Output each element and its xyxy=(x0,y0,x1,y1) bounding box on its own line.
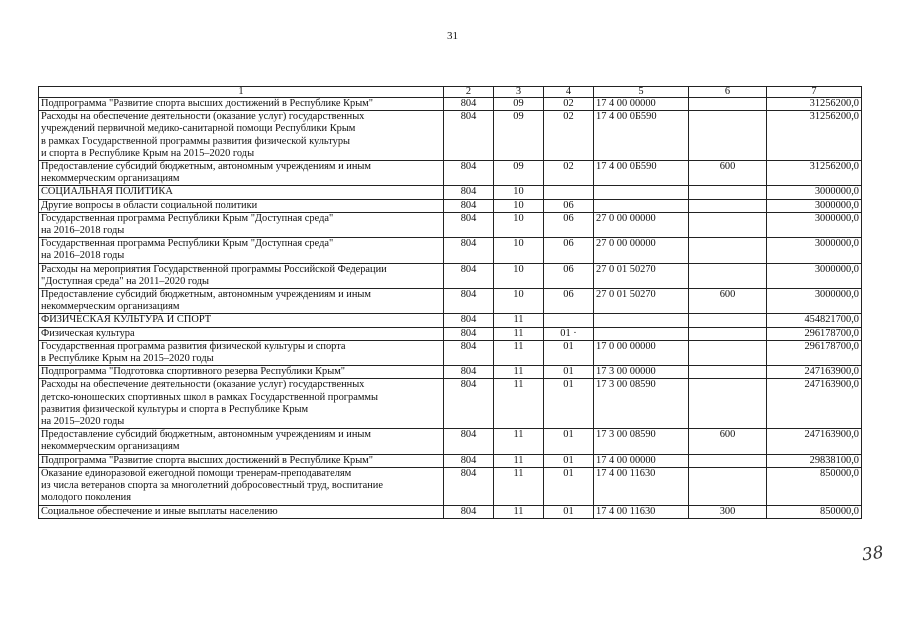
subsection-code-cell: 01 xyxy=(544,429,594,454)
expense-type-cell xyxy=(689,199,767,212)
subsection-code-cell: 01 xyxy=(544,505,594,518)
header-col-1: 1 xyxy=(39,87,444,98)
table-row xyxy=(39,199,862,212)
target-article-cell: 27 0 00 00000 xyxy=(594,238,689,263)
target-article-cell: 27 0 00 00000 xyxy=(594,212,689,237)
amount-cell: 3000000,0 xyxy=(767,199,862,212)
amount-cell: 3000000,0 xyxy=(767,238,862,263)
row-name-cell: Социальное обеспечение и иные выплаты населению xyxy=(39,505,444,518)
subsection-code-cell: 01 xyxy=(544,454,594,467)
section-code-cell: 11 xyxy=(494,366,544,379)
target-article-cell: 27 0 01 50270 xyxy=(594,263,689,288)
subsection-code-cell: 01 xyxy=(544,366,594,379)
table-row xyxy=(39,429,862,454)
handwritten-margin-note: 38 xyxy=(860,542,885,566)
row-name-cell: Государственная программа Республики Крым "Доступная среда" на 2016–2018 годы xyxy=(39,238,444,263)
expense-type-cell xyxy=(689,340,767,365)
row-name-cell: Подпрограмма "Развитие спорта высших достижений в Республике Крым" xyxy=(39,454,444,467)
target-article-cell: 17 4 00 0Б590 xyxy=(594,111,689,161)
amount-cell: 31256200,0 xyxy=(767,111,862,161)
target-article-cell: 17 3 00 00000 xyxy=(594,366,689,379)
header-col-3: 3 xyxy=(494,87,544,98)
ministry-code-cell: 804 xyxy=(444,340,494,365)
table-body xyxy=(39,98,862,519)
table-row xyxy=(39,327,862,340)
table-header xyxy=(39,87,862,98)
row-name-cell: Подпрограмма "Развитие спорта высших достижений в Республике Крым" xyxy=(39,98,444,111)
target-article-cell: 17 4 00 00000 xyxy=(594,98,689,111)
table-row xyxy=(39,366,862,379)
subsection-code-cell: 02 xyxy=(544,161,594,186)
target-article-cell: 17 4 00 11630 xyxy=(594,505,689,518)
amount-cell: 31256200,0 xyxy=(767,161,862,186)
ministry-code-cell: 804 xyxy=(444,314,494,327)
ministry-code-cell: 804 xyxy=(444,161,494,186)
row-name-cell: Государственная программа Республики Крым "Доступная среда" на 2016–2018 годы xyxy=(39,212,444,237)
subsection-code-cell xyxy=(544,314,594,327)
section-code-cell: 11 xyxy=(494,327,544,340)
ministry-code-cell: 804 xyxy=(444,238,494,263)
table-row xyxy=(39,467,862,505)
header-col-2: 2 xyxy=(444,87,494,98)
row-name-cell: Предоставление субсидий бюджетным, автономным учреждениям и иным некоммерческим организациям xyxy=(39,289,444,314)
table-row xyxy=(39,289,862,314)
subsection-code-cell: 01 xyxy=(544,340,594,365)
table-row xyxy=(39,263,862,288)
expense-type-cell xyxy=(689,366,767,379)
expense-type-cell xyxy=(689,186,767,199)
row-name-cell: Расходы на мероприятия Государственной программы Российской Федерации "Доступная среда" на 2011–2020 годы xyxy=(39,263,444,288)
expense-type-cell xyxy=(689,212,767,237)
section-code-cell: 10 xyxy=(494,263,544,288)
expense-type-cell: 600 xyxy=(689,161,767,186)
target-article-cell xyxy=(594,327,689,340)
target-article-cell: 17 3 00 08590 xyxy=(594,379,689,429)
table-row xyxy=(39,186,862,199)
section-code-cell: 10 xyxy=(494,199,544,212)
table-row xyxy=(39,340,862,365)
ministry-code-cell: 804 xyxy=(444,454,494,467)
subsection-code-cell: 06 xyxy=(544,238,594,263)
expense-type-cell xyxy=(689,111,767,161)
section-code-cell: 09 xyxy=(494,98,544,111)
table-row xyxy=(39,505,862,518)
section-code-cell: 11 xyxy=(494,314,544,327)
amount-cell: 296178700,0 xyxy=(767,327,862,340)
amount-cell: 3000000,0 xyxy=(767,212,862,237)
ministry-code-cell: 804 xyxy=(444,366,494,379)
ministry-code-cell: 804 xyxy=(444,505,494,518)
subsection-code-cell: 01 · xyxy=(544,327,594,340)
subsection-code-cell: 06 xyxy=(544,263,594,288)
budget-table xyxy=(38,86,862,519)
target-article-cell: 17 3 00 08590 xyxy=(594,429,689,454)
ministry-code-cell: 804 xyxy=(444,111,494,161)
amount-cell: 29838100,0 xyxy=(767,454,862,467)
amount-cell: 850000,0 xyxy=(767,505,862,518)
subsection-code-cell: 02 xyxy=(544,111,594,161)
row-name-cell: СОЦИАЛЬНАЯ ПОЛИТИКА xyxy=(39,186,444,199)
expense-type-cell xyxy=(689,263,767,288)
section-code-cell: 09 xyxy=(494,111,544,161)
table-row xyxy=(39,314,862,327)
ministry-code-cell: 804 xyxy=(444,98,494,111)
expense-type-cell xyxy=(689,98,767,111)
header-row xyxy=(39,87,862,98)
row-name-cell: Расходы на обеспечение деятельности (оказание услуг) государственных детско-юношеских спортивных школ в рамках Государственной программы развития физической культуры и спорта в Республике Крым на 2015–2020 годы xyxy=(39,379,444,429)
table-row xyxy=(39,238,862,263)
expense-type-cell xyxy=(689,238,767,263)
target-article-cell xyxy=(594,186,689,199)
expense-type-cell: 600 xyxy=(689,289,767,314)
section-code-cell: 09 xyxy=(494,161,544,186)
amount-cell: 31256200,0 xyxy=(767,98,862,111)
table-row xyxy=(39,111,862,161)
ministry-code-cell: 804 xyxy=(444,379,494,429)
expense-type-cell xyxy=(689,467,767,505)
section-code-cell: 11 xyxy=(494,505,544,518)
expense-type-cell: 300 xyxy=(689,505,767,518)
row-name-cell: Другие вопросы в области социальной политики xyxy=(39,199,444,212)
section-code-cell: 10 xyxy=(494,186,544,199)
section-code-cell: 10 xyxy=(494,238,544,263)
amount-cell: 247163900,0 xyxy=(767,429,862,454)
ministry-code-cell: 804 xyxy=(444,212,494,237)
subsection-code-cell: 01 xyxy=(544,467,594,505)
ministry-code-cell: 804 xyxy=(444,429,494,454)
table-row xyxy=(39,161,862,186)
ministry-code-cell: 804 xyxy=(444,263,494,288)
ministry-code-cell: 804 xyxy=(444,186,494,199)
amount-cell: 454821700,0 xyxy=(767,314,862,327)
subsection-code-cell: 02 xyxy=(544,98,594,111)
target-article-cell: 17 4 00 00000 xyxy=(594,454,689,467)
amount-cell: 3000000,0 xyxy=(767,186,862,199)
expense-type-cell: 600 xyxy=(689,429,767,454)
header-col-4: 4 xyxy=(544,87,594,98)
row-name-cell: Предоставление субсидий бюджетным, автономным учреждениям и иным некоммерческим организациям xyxy=(39,161,444,186)
amount-cell: 247163900,0 xyxy=(767,366,862,379)
subsection-code-cell: 06 xyxy=(544,289,594,314)
header-col-6: 6 xyxy=(689,87,767,98)
section-code-cell: 11 xyxy=(494,429,544,454)
section-code-cell: 10 xyxy=(494,212,544,237)
row-name-cell: Оказание единоразовой ежегодной помощи тренерам-преподавателям из числа ветеранов спорта за многолетний добросовестный труд, воспитание молодого поколения xyxy=(39,467,444,505)
amount-cell: 296178700,0 xyxy=(767,340,862,365)
page-number: 31 xyxy=(447,30,458,42)
target-article-cell: 17 4 00 0Б590 xyxy=(594,161,689,186)
target-article-cell: 17 0 00 00000 xyxy=(594,340,689,365)
subsection-code-cell: 01 xyxy=(544,379,594,429)
section-code-cell: 10 xyxy=(494,289,544,314)
target-article-cell: 17 4 00 11630 xyxy=(594,467,689,505)
expense-type-cell xyxy=(689,314,767,327)
amount-cell: 247163900,0 xyxy=(767,379,862,429)
target-article-cell xyxy=(594,199,689,212)
target-article-cell xyxy=(594,314,689,327)
header-col-7: 7 xyxy=(767,87,862,98)
ministry-code-cell: 804 xyxy=(444,467,494,505)
ministry-code-cell: 804 xyxy=(444,327,494,340)
amount-cell: 3000000,0 xyxy=(767,289,862,314)
subsection-code-cell xyxy=(544,186,594,199)
row-name-cell: Физическая культура xyxy=(39,327,444,340)
section-code-cell: 11 xyxy=(494,454,544,467)
subsection-code-cell: 06 xyxy=(544,199,594,212)
expense-type-cell xyxy=(689,327,767,340)
section-code-cell: 11 xyxy=(494,467,544,505)
section-code-cell: 11 xyxy=(494,340,544,365)
table-row xyxy=(39,212,862,237)
row-name-cell: Расходы на обеспечение деятельности (оказание услуг) государственных учреждений первичной медико-санитарной помощи Республики Крым в рамках Государственной программы развития физической культуры и спорта в Республике Крым на 2015–2020 годы xyxy=(39,111,444,161)
header-col-5: 5 xyxy=(594,87,689,98)
section-code-cell: 11 xyxy=(494,379,544,429)
ministry-code-cell: 804 xyxy=(444,289,494,314)
row-name-cell: Подпрограмма "Подготовка спортивного резерва Республики Крым" xyxy=(39,366,444,379)
expense-type-cell xyxy=(689,454,767,467)
table-row xyxy=(39,98,862,111)
expense-type-cell xyxy=(689,379,767,429)
table-row xyxy=(39,379,862,429)
subsection-code-cell: 06 xyxy=(544,212,594,237)
target-article-cell: 27 0 01 50270 xyxy=(594,289,689,314)
amount-cell: 850000,0 xyxy=(767,467,862,505)
row-name-cell: Предоставление субсидий бюджетным, автономным учреждениям и иным некоммерческим организациям xyxy=(39,429,444,454)
table-row xyxy=(39,454,862,467)
ministry-code-cell: 804 xyxy=(444,199,494,212)
amount-cell: 3000000,0 xyxy=(767,263,862,288)
row-name-cell: Государственная программа развития физической культуры и спорта в Республике Крым на 2015–2020 годы xyxy=(39,340,444,365)
row-name-cell: ФИЗИЧЕСКАЯ КУЛЬТУРА И СПОРТ xyxy=(39,314,444,327)
